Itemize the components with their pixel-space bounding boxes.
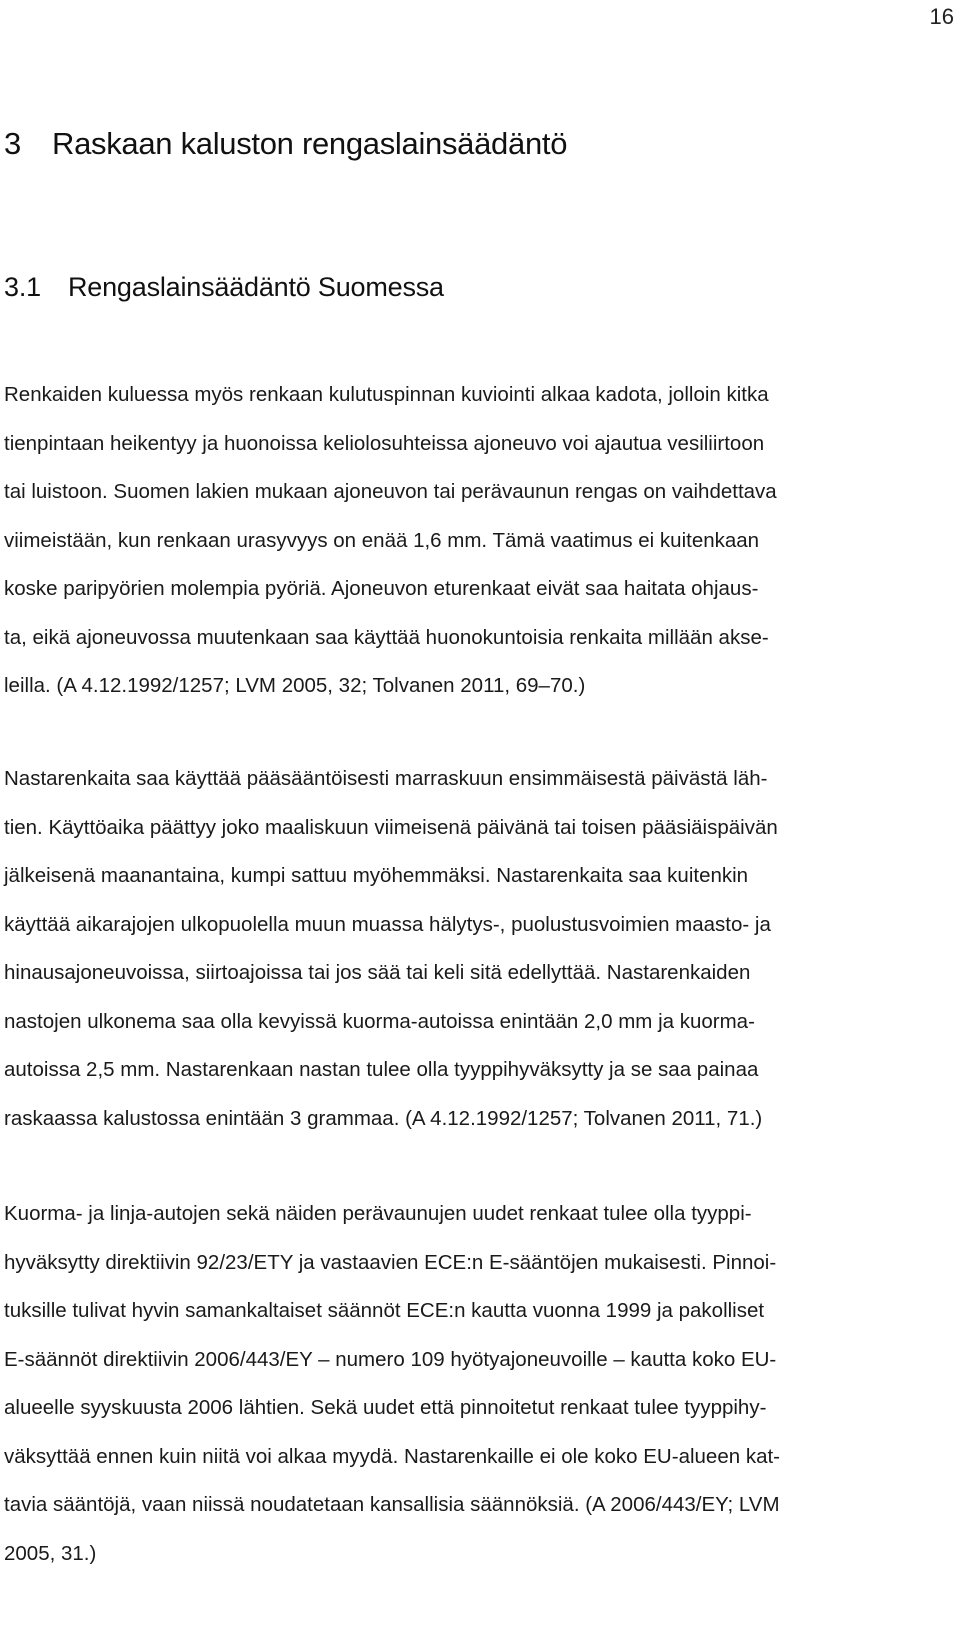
paragraph-line: raskaassa kalustossa enintään 3 grammaa. (A 4.12.1992/1257; Tolvanen 2011, 71.)	[4, 1106, 763, 1130]
chapter-title: Raskaan kaluston rengaslainsäädäntö	[52, 126, 568, 161]
paragraph-line: tuksille tulivat hyvin samankaltaiset säännöt ECE:n kautta vuonna 1999 ja pakolliset	[4, 1299, 765, 1322]
paragraph-type-approval	[4, 1190, 916, 1578]
paragraph-line: alueelle syyskuusta 2006 lähtien. Sekä uudet että pinnoitetut renkaat tulee tyyppihy-	[4, 1396, 767, 1419]
paragraph-line: tavia sääntöjä, vaan niissä noudatetaan kansallisia säännöksiä. (A 2006/443/EY; LVM	[4, 1493, 780, 1516]
paragraph-line: koske paripyörien molempia pyöriä. Ajoneuvon eturenkaat eivät saa haitata ohjaus-	[4, 577, 759, 600]
paragraph-line: Renkaiden kuluessa myös renkaan kulutuspinnan kuviointi alkaa kadota, jolloin kitka	[4, 383, 769, 406]
paragraph-line: tai luistoon. Suomen lakien mukaan ajoneuvon tai perävaunun rengas on vaihdettava	[4, 480, 777, 503]
paragraph-line: käyttää aikarajojen ulkopuolella muun muassa hälytys-, puolustusvoimien maasto- ja	[4, 912, 771, 936]
paragraph-line: hyväksytty direktiivin 92/23/ETY ja vastaavien ECE:n E-sääntöjen mukaisesti. Pinnoi-	[4, 1250, 777, 1274]
paragraph-line: tienpintaan heikentyy ja huonoissa keliolosuhteissa ajoneuvo voi ajautua vesiliirtoon	[4, 431, 765, 455]
chapter-heading	[4, 122, 567, 166]
paragraph-line: Nastarenkaita saa käyttää pääsääntöisesti marraskuun ensimmäisestä päivästä läh-	[4, 767, 768, 790]
paragraph-line: nastojen ulkonema saa olla kevyissä kuorma-autoissa enintään 2,0 mm ja kuorma-	[4, 1009, 755, 1033]
paragraph-line: tien. Käyttöaika päättyy joko maaliskuun viimeisenä päivänä tai toisen pääsiäispäivän	[4, 815, 778, 839]
paragraph-line: väksyttää ennen kuin niitä voi alkaa myydä. Nastarenkaille ei ole koko EU-alueen kat-	[4, 1444, 780, 1468]
paragraph-line: 2005, 31.)	[4, 1541, 97, 1565]
paragraph-line: ta, eikä ajoneuvossa muutenkaan saa käyttää huonokuntoisia renkaita millään akse-	[4, 625, 769, 649]
paragraph-tread-depth	[4, 371, 916, 711]
paragraph-line: autoissa 2,5 mm. Nastarenkaan nastan tulee olla tyyppihyväksytty ja se saa painaa	[4, 1058, 759, 1081]
section-heading	[4, 268, 444, 306]
paragraph-line: viimeistään, kun renkaan urasyvyys on enää 1,6 mm. Tämä vaatimus ei kuitenkaan	[4, 528, 760, 552]
section-title: Rengaslainsäädäntö Suomessa	[68, 272, 444, 302]
page-number: 16	[929, 4, 954, 29]
paragraph-line: hinausajoneuvoissa, siirtoajoissa tai jos sää tai keli sitä edellyttää. Nastarenkaiden	[4, 961, 751, 984]
paragraph-line: leilla. (A 4.12.1992/1257; LVM 2005, 32; Tolvanen 2011, 69‒70.)	[4, 674, 586, 697]
paragraph-studded-tyres	[4, 755, 916, 1143]
paragraph-line: E-säännöt direktiivin 2006/443/EY – numero 109 hyötyajoneuvoille – kautta koko EU-	[4, 1347, 777, 1371]
paragraph-line: Kuorma- ja linja-autojen sekä näiden perävaunujen uudet renkaat tulee olla tyyppi-	[4, 1202, 752, 1225]
paragraph-line: jälkeisenä maanantaina, kumpi sattuu myöhemmäksi. Nastarenkaita saa kuitenkin	[4, 864, 749, 887]
chapter-number: 3	[4, 126, 21, 161]
section-number: 3.1	[4, 272, 41, 302]
